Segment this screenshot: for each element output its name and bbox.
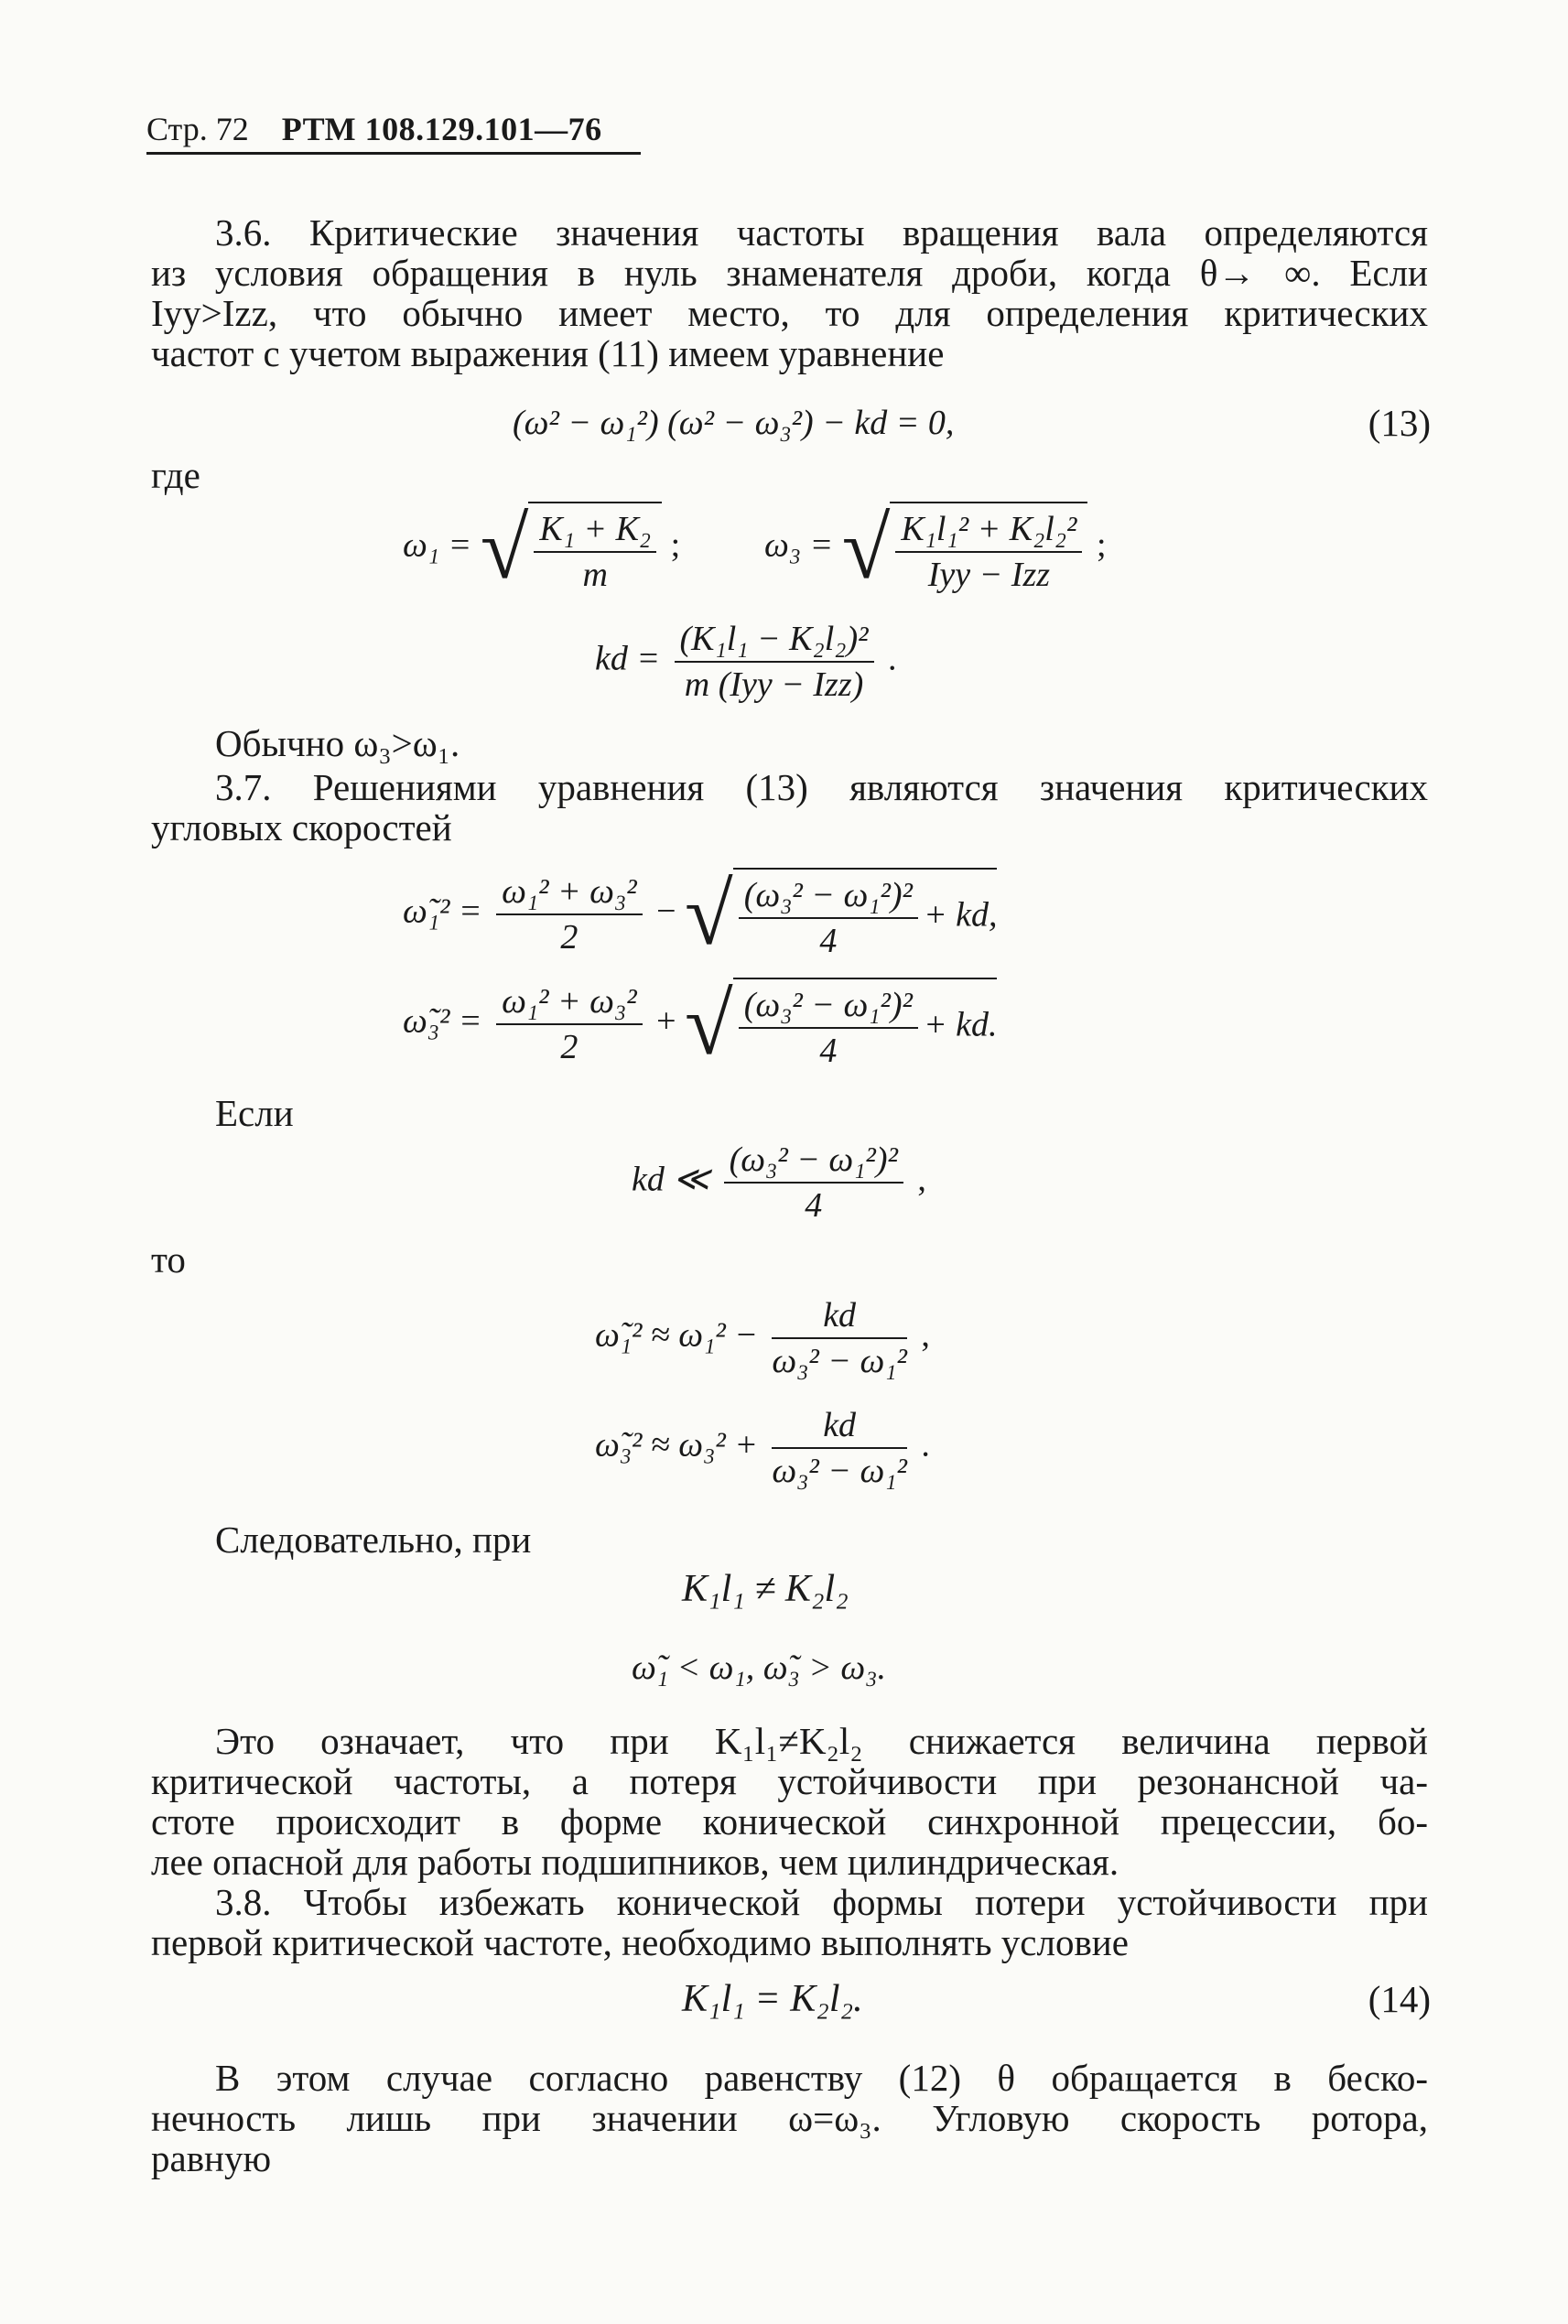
condition-lhs: kd ≪ [632, 1160, 710, 1199]
solution-lhs: ω̃₁² = [403, 892, 482, 931]
fraction-numerator: ω₁² + ω₃² [496, 871, 643, 915]
separator: , [917, 1160, 926, 1199]
kd-definition [595, 619, 897, 705]
text-line: из условия обращения в нуль знаменателя дроби, когда θ→ ∞. Если [151, 252, 1428, 294]
fraction-denominator: 4 [805, 1186, 823, 1225]
fraction-denominator: ω₃² − ω₁² [772, 1342, 907, 1380]
text-line: 3.7. Решениями уравнения (13) являются значения критических [215, 766, 1428, 808]
text-line: критической частоты, а потеря устойчивости при резонансной ча- [151, 1760, 1428, 1802]
sqrt-sign: √ $\frac{\text{(ω₃² − ω₁²)²}}{4}$ + kd. [685, 975, 998, 1073]
omega3-definition [764, 499, 1107, 597]
fraction-denominator: 2 [560, 918, 579, 957]
approximation-lhs: ω̃₁² ≈ ω₁² − [595, 1315, 758, 1355]
fraction-denominator: 2 [560, 1028, 579, 1066]
fraction-numerator: kd [772, 1405, 907, 1449]
fraction-numerator: (ω₃² − ω₁²)² [739, 985, 918, 1029]
omega3-lhs: ω₃ = [764, 525, 834, 565]
sqrt-sign: √ $\frac{\text{K₁l₁² + K₂l₂²}}{\text{Iyy − Izz}}$ [842, 502, 1088, 595]
word-therefore: Следовательно, при [215, 1519, 532, 1561]
separator: . [921, 1425, 930, 1465]
fraction-numerator: (K₁l₁ − K₂l₂)² [675, 619, 874, 663]
solution-lhs: ω̃₃² = [403, 1001, 482, 1041]
omega1-definition [403, 499, 681, 597]
fraction-numerator: kd [772, 1295, 907, 1339]
approximation-omega3 [595, 1405, 930, 1491]
text-line: равную [151, 2137, 272, 2179]
separator: . [888, 639, 897, 678]
word-then: то [151, 1238, 186, 1281]
sqrt-sign: √ $\frac{\text{(ω₃² − ω₁²)²}}{4}$ + kd, [685, 865, 998, 963]
fraction-numerator: ω₁² + ω₃² [496, 981, 643, 1025]
operator: − [656, 892, 676, 931]
separator: , [921, 1315, 930, 1355]
equation-14-number: (14) [1368, 1978, 1431, 2020]
equation-13-number: (13) [1368, 402, 1431, 444]
equation-14: K₁l₁ = K₂l₂. [682, 1978, 863, 2020]
tail: + kd. [923, 1005, 998, 1044]
paragraph-3-8 [151, 1882, 1428, 1962]
fraction-denominator: Iyy − Izz [927, 556, 1051, 594]
condition-kd [632, 1140, 926, 1226]
inequality-k-l: K₁l₁ ≠ K₂l₂ [682, 1568, 849, 1610]
equation-13: (ω² − ω₁²) (ω² − ω₃²) − kd = 0, [513, 404, 955, 442]
text-line: 3.8. Чтобы избежать конической формы потери устойчивости при [215, 1881, 1428, 1923]
paragraph-meaning [151, 1721, 1428, 1882]
page-header [146, 110, 641, 155]
text-line: Iyy>Izz, что обычно имеет место, то для определения критических [151, 292, 1428, 334]
omega1-lhs: ω₁ = [403, 525, 472, 565]
operator: + [656, 1001, 676, 1041]
text-line: лее опасной для работы подшипников, чем цилиндрическая. [151, 1841, 1119, 1883]
tail: + kd, [923, 895, 998, 935]
text-line: Это означает, что при K₁l₁≠K₂l₂ снижается величина первой [215, 1720, 1428, 1762]
solution-omega1 [403, 865, 998, 963]
fraction-numerator: K₁ + K₂ [534, 509, 656, 553]
fraction-denominator: 4 [819, 1032, 838, 1070]
solution-omega3 [403, 975, 998, 1073]
fraction-denominator: m [582, 556, 608, 594]
paragraph-case [151, 2058, 1428, 2178]
paragraph-3-7 [151, 767, 1428, 848]
fraction-numerator: (ω₃² − ω₁²)² [724, 1140, 903, 1184]
approximation-omega1 [595, 1295, 930, 1381]
fraction-denominator: m (Iyy − Izz) [684, 665, 864, 704]
usually-statement: Обычно ω₃>ω₁. [215, 722, 460, 764]
document-code: РТМ 108.129.101—76 [281, 111, 602, 147]
word-if: Если [215, 1092, 294, 1134]
fraction-numerator: (ω₃² − ω₁²)² [739, 875, 918, 919]
text-line: В этом случае согласно равенству (12) θ обращается в беско- [215, 2057, 1428, 2099]
separator: ; [670, 525, 681, 565]
fraction-numerator: K₁l₁² + K₂l₂² [895, 509, 1082, 553]
text-line: первой критической частоте, необходимо выполнять условие [151, 1921, 1129, 1963]
text-line: стоте происходит в форме конической синхронной прецессии, бо- [151, 1800, 1428, 1843]
separator: ; [1096, 525, 1107, 565]
approximation-lhs: ω̃₃² ≈ ω₃² + [595, 1425, 758, 1465]
text-line: 3.6. Критические значения частоты вращения вала определяются [215, 211, 1428, 254]
text-line: угловых скоростей [151, 806, 452, 849]
word-where: где [151, 454, 200, 496]
text-line: частот с учетом выражения (11) имеем уравнение [151, 332, 945, 374]
page-number: Стр. 72 [146, 111, 249, 147]
fraction-denominator: ω₃² − ω₁² [772, 1452, 907, 1490]
fraction-denominator: 4 [819, 922, 838, 960]
inequality-omega: ω̃₁ < ω₁, ω̃₃ > ω₃. [632, 1648, 886, 1687]
paragraph-3-6 [151, 212, 1428, 373]
sqrt-sign: √ $\frac{\text{K₁ + K₂}}{m}$ [481, 502, 662, 595]
kd-lhs: kd = [595, 639, 661, 678]
text-line: нечность лишь при значении ω=ω₃. Угловую скорость ротора, [151, 2097, 1428, 2139]
